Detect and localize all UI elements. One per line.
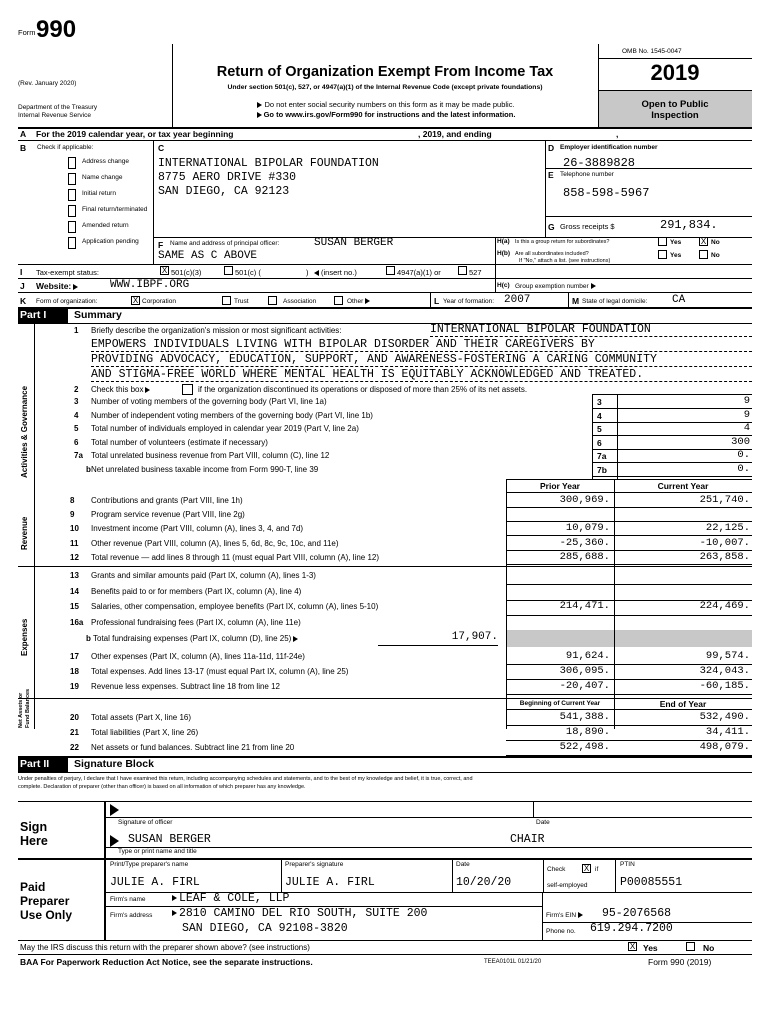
org-name: INTERNATIONAL BIPOLAR FOUNDATION xyxy=(158,157,379,170)
line-text: Program service revenue (Part VIII, line 2g) xyxy=(91,510,245,519)
form-number: 990 xyxy=(36,16,77,43)
line-number: 11 xyxy=(70,539,79,548)
discontinued-checkbox[interactable] xyxy=(182,384,193,395)
preparer-name: JULIE A. FIRL xyxy=(110,876,200,889)
hb-no-checkbox[interactable] xyxy=(699,250,708,259)
telephone: 858-598-5967 xyxy=(563,186,650,200)
line-number: 19 xyxy=(70,682,79,691)
b-label-2: Initial return xyxy=(82,190,116,197)
ssn-notice: Do not enter social security numbers on this form as it may be made public. xyxy=(172,100,598,109)
line-number: 14 xyxy=(70,587,79,596)
current-year-amount: 99,574. xyxy=(705,650,750,662)
arrow-icon xyxy=(578,912,583,918)
line-text: Total revenue — add lines 8 through 11 (must equal Part VIII, column (A), line 12) xyxy=(91,553,379,562)
sign-arrow-icon xyxy=(110,804,119,816)
gov-line-text: Total unrelated business revenue from Part VIII, column (C), line 12 xyxy=(91,451,330,460)
line-number: 22 xyxy=(70,743,79,752)
line-text: Revenue less expenses. Subtract line 18 from line 12 xyxy=(91,682,280,691)
arrow-icon xyxy=(73,284,78,290)
gov-line-number: 6 xyxy=(74,438,79,447)
line-text: Total assets (Part X, line 16) xyxy=(91,713,192,722)
line-text: Professional fundraising fees (Part IX, column (A), line 11e) xyxy=(91,618,301,627)
form-association-checkbox[interactable] xyxy=(268,296,277,305)
current-year-amount: 263,858. xyxy=(699,551,750,563)
b-label-5: Application pending xyxy=(82,238,139,245)
line-text: Other revenue (Part VIII, column (A), lines 5, 6d, 8c, 9c, 10c, and 11e) xyxy=(91,539,339,548)
insert-no: (insert no.) xyxy=(312,268,357,277)
side-label-net-assets-2: Fund Balances xyxy=(25,688,31,728)
line-a-mid: , 2019, and ending xyxy=(418,129,492,139)
gov-line-value: 9 xyxy=(743,395,750,407)
current-year-amount: 34,411. xyxy=(705,726,750,738)
current-year-amount: 224,469. xyxy=(699,600,750,612)
instructions-notice: Go to www.irs.gov/Form990 for instructions and the latest information. xyxy=(172,110,598,119)
form-reference: Form 990 (2019) xyxy=(648,957,712,967)
form-code: TEEA0101L 01/21/20 xyxy=(484,959,542,965)
mission-line-4: AND STIGMA-FREE WORLD WHERE MENTAL HEALTH IS EQUITABLY ACKNOWLEDGED AND TREATED. xyxy=(91,368,644,381)
b-label-4: Amended return xyxy=(82,222,129,229)
line-number: 10 xyxy=(70,524,79,533)
revision-date: (Rev. January 2020) xyxy=(18,80,77,87)
current-year-header: Current Year xyxy=(657,481,709,491)
form-corporation-checkbox[interactable]: X xyxy=(132,296,139,305)
line-text: Investment income (Part VIII, column (A), lines 3, 4, and 7d) xyxy=(91,524,304,533)
org-city: SAN DIEGO, CA 92123 xyxy=(158,185,290,198)
current-year-amount: 532,490. xyxy=(699,711,750,723)
preparer-date: 10/20/20 xyxy=(456,876,512,889)
current-year-amount: -10,007. xyxy=(699,537,750,549)
current-year-amount: 324,043. xyxy=(699,665,750,677)
side-label-revenue: Revenue xyxy=(20,516,29,550)
current-year-amount: 22,125. xyxy=(705,522,750,534)
sign-arrow-icon xyxy=(110,835,119,847)
part-1-label: Part I xyxy=(20,309,47,321)
line-text: Total liabilities (Part X, line 26) xyxy=(91,728,199,737)
line-text: Net assets or fund balances. Subtract line 21 from line 20 xyxy=(91,743,295,752)
line-number: 16a xyxy=(70,618,84,627)
gov-line-number: 5 xyxy=(74,424,79,433)
public-inspection-2: Inspection xyxy=(651,110,699,121)
prior-year-amount: 285,688. xyxy=(559,551,610,563)
b-checkbox-1[interactable] xyxy=(68,173,76,185)
prior-year-amount: 18,890. xyxy=(565,726,610,738)
baa-notice: BAA For Paperwork Reduction Act Notice, see the separate instructions. xyxy=(20,957,313,967)
status-501c-checkbox[interactable] xyxy=(224,266,233,275)
current-year-amount: -60,185. xyxy=(699,680,750,692)
prior-year-amount: 10,079. xyxy=(565,522,610,534)
status-501c3-checkbox[interactable]: X xyxy=(161,266,168,275)
line-number: 17 xyxy=(70,652,79,661)
hb-yes-checkbox[interactable] xyxy=(658,250,667,259)
firm-address-1: 2810 CAMINO DEL RIO SOUTH, SUITE 200 xyxy=(170,907,427,920)
arrow-left-icon xyxy=(314,270,319,276)
form-trust-checkbox[interactable] xyxy=(222,296,231,305)
agency: Internal Revenue Service xyxy=(18,112,91,119)
arrow-icon xyxy=(293,636,298,642)
beginning-year-header: Beginning of Current Year xyxy=(519,700,601,707)
current-year-amount: 498,079. xyxy=(699,741,750,753)
current-year-amount: 251,740. xyxy=(699,494,750,506)
form-word: Form xyxy=(18,28,36,37)
public-inspection-1: Open to Public xyxy=(641,99,709,110)
firm-phone: 619.294.7200 xyxy=(590,922,673,935)
gov-line-box: 7b xyxy=(597,465,607,475)
gov-line-number: 4 xyxy=(74,411,79,420)
gov-line-box: 6 xyxy=(597,438,602,448)
perjury-statement-1: Under penalties of perjury, I declare that I have examined this return, including accompanying schedules and statements, and to the best of my knowledge and belief, it is true, correct, and xyxy=(18,776,473,782)
b-label-3: Final return/terminated xyxy=(82,206,148,213)
discuss-question: May the IRS discuss this return with the preparer shown above? (see instructions) xyxy=(20,943,310,952)
gov-line-value: 9 xyxy=(743,409,750,421)
gross-receipts: 291,834. xyxy=(660,218,718,232)
firm-name: LEAF & COLE, LLP xyxy=(170,892,289,905)
line-text: Other expenses (Part IX, column (A), lines 11a-11d, 11f-24e) xyxy=(91,652,305,661)
gov-line-text: Number of voting members of the governing body (Part VI, line 1a) xyxy=(91,397,327,406)
discuss-no-checkbox[interactable] xyxy=(686,942,695,951)
fundraising-total: 17,907. xyxy=(451,631,498,643)
gov-line-box: 7a xyxy=(597,451,607,461)
form-subtitle: Under section 501(c), 527, or 4947(a)(1) of the Internal Revenue Code (except private foundations) xyxy=(227,84,543,91)
part-1-title: Summary xyxy=(74,309,122,321)
gov-line-box: 3 xyxy=(597,397,602,407)
gov-line-number: 3 xyxy=(74,397,79,406)
prior-year-amount: 214,471. xyxy=(559,600,610,612)
prior-year-amount: 522,498. xyxy=(559,741,610,753)
firm-ein: 95-2076568 xyxy=(602,907,672,920)
status-527-checkbox[interactable] xyxy=(458,266,467,275)
line-number: 15 xyxy=(70,602,79,611)
gov-line-number: 7a xyxy=(74,451,83,460)
officer-address: SAME AS C ABOVE xyxy=(158,250,258,262)
arrow-icon xyxy=(172,910,177,916)
org-address: 8775 AERO DRIVE #330 xyxy=(158,171,297,184)
line-number: 21 xyxy=(70,728,79,737)
end-year-header: End of Year xyxy=(659,699,707,709)
arrow-icon xyxy=(365,298,370,304)
self-employed-checkbox[interactable]: X xyxy=(583,864,590,873)
line-text: Benefits paid to or for members (Part IX, column (A), line 4) xyxy=(91,587,302,596)
arrow-icon xyxy=(172,895,177,901)
arrow-icon xyxy=(591,283,596,289)
gov-line-text: Total number of individuals employed in calendar year 2019 (Part V, line 2a) xyxy=(91,424,359,433)
gov-line-box: 5 xyxy=(597,424,602,434)
arrow-icon xyxy=(145,387,150,393)
b-checkbox-3[interactable] xyxy=(68,205,76,217)
line-text: Total expenses. Add lines 13-17 (must equal Part IX, column (A), line 25) xyxy=(91,667,349,676)
gov-line-number: b xyxy=(86,465,91,474)
line-number: 12 xyxy=(70,553,79,562)
discuss-yes-checkbox[interactable]: X xyxy=(629,942,636,951)
omb-number: OMB No. 1545-0047 xyxy=(622,48,682,55)
prior-year-amount: 300,969. xyxy=(559,494,610,506)
prior-year-amount: 91,624. xyxy=(565,650,610,662)
ptin: P00085551 xyxy=(620,876,683,889)
gov-line-box: 4 xyxy=(597,411,602,421)
gov-line-value: 0. xyxy=(737,449,750,461)
part-2-label: Part II xyxy=(20,758,50,770)
gov-line-value: 0. xyxy=(737,463,750,475)
arrow-icon xyxy=(257,102,262,108)
prior-year-amount: -20,407. xyxy=(559,680,610,692)
b-label-0: Address change xyxy=(82,158,129,165)
preparer-signature: JULIE A. FIRL xyxy=(285,876,375,889)
mission-line-2: EMPOWERS INDIVIDUALS LIVING WITH BIPOLAR DISORDER AND THEIR CAREGIVERS BY xyxy=(91,338,595,351)
firm-address-2: SAN DIEGO, CA 92108-3820 xyxy=(182,922,348,935)
b-checkbox-2[interactable] xyxy=(68,189,76,201)
b-checkbox-5[interactable] xyxy=(68,237,76,249)
signer-name: SUSAN BERGER xyxy=(128,833,211,846)
state-domicile: CA xyxy=(672,294,686,306)
department: Department of the Treasury xyxy=(18,104,98,111)
line-number: 9 xyxy=(70,510,75,519)
line-text: Grants and similar amounts paid (Part IX, column (A), lines 1-3) xyxy=(91,571,316,580)
side-label-governance: Activities & Governance xyxy=(20,385,29,478)
line-number: 20 xyxy=(70,713,79,722)
side-label-net-assets-1: Net Assets or xyxy=(18,692,24,728)
signer-title: CHAIR xyxy=(510,833,545,846)
officer-name: SUSAN BERGER xyxy=(314,237,394,249)
b-label-1: Name change xyxy=(82,174,123,181)
line-a-text: For the 2019 calendar year, or tax year beginning xyxy=(36,129,234,139)
prior-year-amount: 541,388. xyxy=(559,711,610,723)
b-checkbox-0[interactable] xyxy=(68,157,76,169)
year-formed: 2007 xyxy=(504,294,531,306)
mission-line-1: INTERNATIONAL BIPOLAR FOUNDATION xyxy=(430,323,651,336)
tax-year: 2019 xyxy=(650,60,700,85)
b-checkbox-4[interactable] xyxy=(68,221,76,233)
line-number: 18 xyxy=(70,667,79,676)
perjury-statement-2: complete. Declaration of preparer (other than officer) is based on all information of which preparer has any knowledge. xyxy=(18,784,306,790)
form-other-checkbox[interactable] xyxy=(334,296,343,305)
form-title: Return of Organization Exempt From Income Tax xyxy=(216,64,554,80)
line-text: Salaries, other compensation, employee benefits (Part IX, column (A), lines 5-10) xyxy=(91,602,379,611)
ein: 26-3889828 xyxy=(563,156,636,170)
side-label-expenses: Expenses xyxy=(20,618,29,656)
mission-line-3: PROVIDING ADVOCACY, EDUCATION, SUPPORT, AND AWARENESS-FOSTERING A CARING COMMUNITY xyxy=(91,353,657,366)
gov-line-value: 300 xyxy=(731,436,750,448)
ha-no-checkbox[interactable]: X xyxy=(700,237,707,246)
prior-year-amount: 306,095. xyxy=(559,665,610,677)
prior-year-amount: -25,360. xyxy=(559,537,610,549)
gov-line-text: Number of independent voting members of the governing body (Part VI, line 1b) xyxy=(91,411,373,420)
website: WWW.IBPF.ORG xyxy=(110,279,190,291)
line-number: 13 xyxy=(70,571,79,580)
ha-yes-checkbox[interactable] xyxy=(658,237,667,246)
part-2-title: Signature Block xyxy=(74,758,154,770)
gov-line-text: Total number of volunteers (estimate if necessary) xyxy=(91,438,268,447)
line-number: 8 xyxy=(70,496,75,505)
status-4947-checkbox[interactable] xyxy=(386,266,395,275)
gov-line-value: 4 xyxy=(743,422,750,434)
gov-line-text: Net unrelated business taxable income from Form 990-T, line 39 xyxy=(91,465,319,474)
line-text: Contributions and grants (Part VIII, line 1h) xyxy=(91,496,243,505)
prior-year-header: Prior Year xyxy=(539,481,580,491)
arrow-icon xyxy=(257,112,262,118)
